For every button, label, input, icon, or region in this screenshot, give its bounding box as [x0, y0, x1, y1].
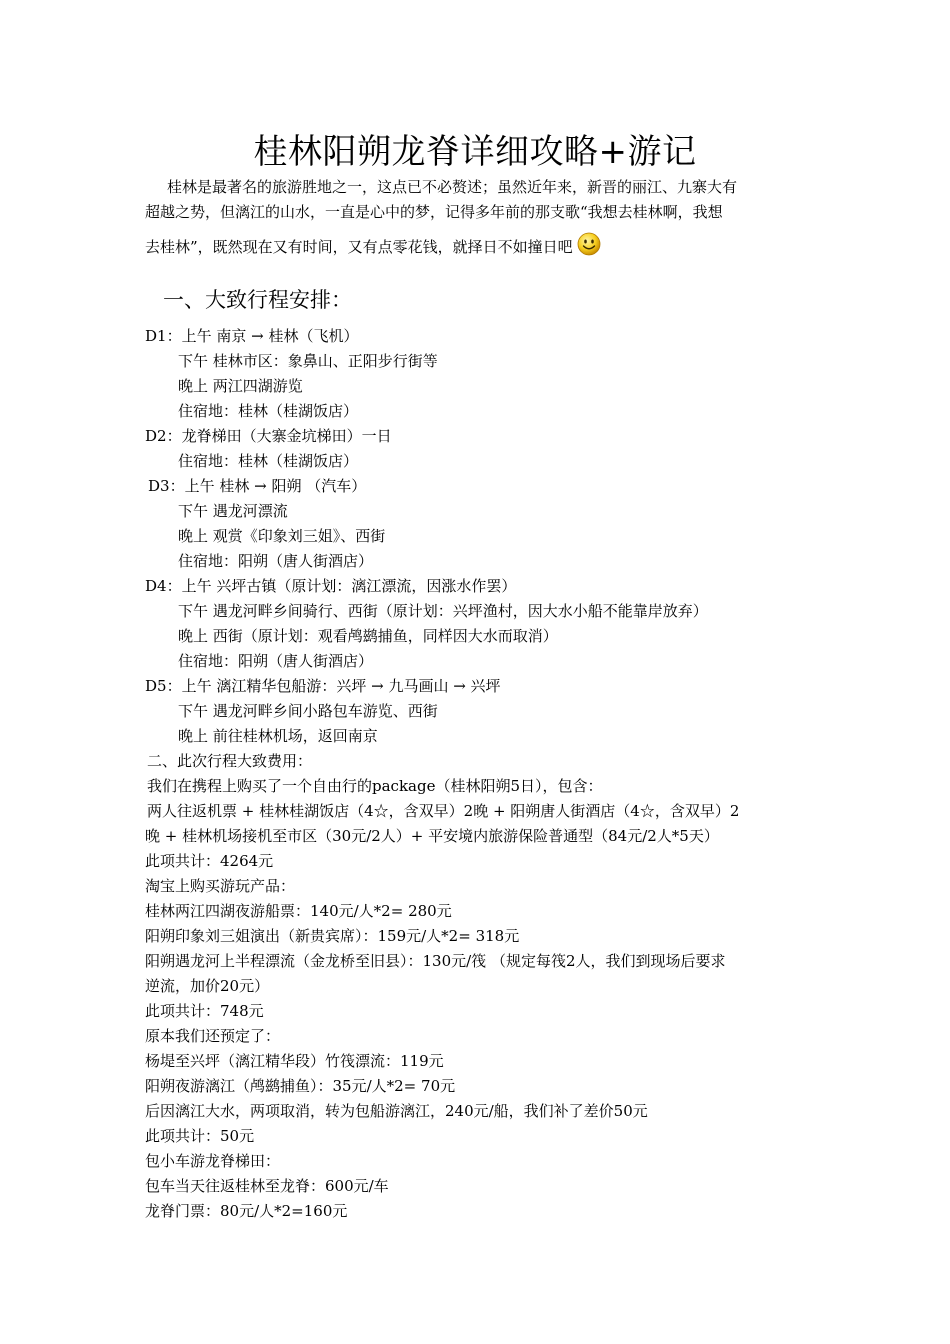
itinerary-line: 住宿地：桂林（桂湖饭店） [178, 452, 359, 470]
cost-line: 两人往返机票 + 桂林桂湖饭店（4☆，含双早）2晚 + 阳朔唐人街酒店（4☆，含双早）2 [147, 802, 740, 820]
cost-subtotal: 此项共计：748元 [145, 1002, 264, 1020]
cost-line: 阳朔印象刘三姐演出（新贵宾席）：159元/人*2= 318元 [145, 927, 520, 945]
itinerary-line: 晚上 观赏《印象刘三姐》、西街 [178, 527, 386, 545]
itinerary-line: 下午 桂林市区：象鼻山、正阳步行街等 [178, 352, 438, 370]
itinerary-day5: D5：上午 漓江精华包船游：兴坪 → 九马画山 → 兴坪 [145, 677, 501, 695]
intro-line: 超越之势，但漓江的山水，一直是心中的梦，记得多年前的那支歌“我想去桂林啊，我想 [145, 203, 723, 221]
intro-line: 桂林是最著名的旅游胜地之一，这点已不必赘述；虽然近年来，新晋的丽江、九寨大有 [167, 178, 738, 196]
page-title: 桂林阳朔龙脊详细攻略+游记 [253, 132, 697, 172]
intro-line-last [145, 232, 810, 261]
section-heading-costs: 二、此次行程大致费用： [147, 752, 313, 770]
cost-line: 杨堤至兴坪（漓江精华段）竹筏漂流：119元 [145, 1052, 444, 1070]
cost-line: 逆流，加价20元） [145, 977, 270, 995]
itinerary-line: 住宿地：阳朔（唐人街酒店） [178, 552, 374, 570]
cost-line: 晚 + 桂林机场接机至市区（30元/2人）+ 平安境内旅游保险普通型（84元/2人*5天） [145, 827, 719, 845]
section-heading-itinerary: 一、大致行程安排： [163, 288, 352, 312]
cost-line: 包小车游龙脊梯田： [145, 1152, 281, 1170]
itinerary-day2: D2：龙脊梯田（大寨金坑梯田）一日 [145, 427, 392, 445]
cost-line: 我们在携程上购买了一个自由行的package（桂林阳朔5日），包含： [147, 777, 603, 795]
cost-line: 原本我们还预定了： [145, 1027, 281, 1045]
itinerary-line: 住宿地：阳朔（唐人街酒店） [178, 652, 374, 670]
intro-paragraph [145, 175, 810, 261]
cost-line: 淘宝上购买游玩产品： [145, 877, 296, 895]
cost-line: 阳朔遇龙河上半程漂流（金龙桥至旧县）：130元/筏 （规定每筏2人，我们到现场后要求 [145, 952, 726, 970]
smiley-face-icon [577, 232, 601, 256]
itinerary-line: 下午 遇龙河漂流 [178, 502, 288, 520]
itinerary-day4: D4：上午 兴坪古镇（原计划：漓江漂流，因涨水作罢） [145, 577, 517, 595]
intro-line-text: 去桂林”，既然现在又有时间，又有点零花钱，就择日不如撞日吧 [145, 238, 573, 256]
cost-line: 后因漓江大水，两项取消，转为包船游漓江，240元/船，我们补了差价50元 [145, 1102, 648, 1120]
cost-line: 阳朔夜游漓江（鸬鹚捕鱼）：35元/人*2= 70元 [145, 1077, 456, 1095]
itinerary-line: 晚上 前往桂林机场，返回南京 [178, 727, 378, 745]
cost-line: 龙脊门票：80元/人*2=160元 [145, 1202, 348, 1220]
itinerary-day1: D1：上午 南京 → 桂林（飞机） [145, 327, 359, 345]
cost-line: 包车当天往返桂林至龙脊：600元/车 [145, 1177, 389, 1195]
cost-line: 桂林两江四湖夜游船票：140元/人*2= 280元 [145, 902, 452, 920]
cost-subtotal: 此项共计：50元 [145, 1127, 255, 1145]
itinerary-day3: D3：上午 桂林 → 阳朔 （汽车） [148, 477, 367, 495]
itinerary-line: 晚上 西街（原计划：观看鸬鹚捕鱼，同样因大水而取消） [178, 627, 558, 645]
itinerary-line: 下午 遇龙河畔乡间骑行、西街（原计划：兴坪渔村，因大水小船不能靠岸放弃） [178, 602, 708, 620]
itinerary-line: 晚上 两江四湖游览 [178, 377, 303, 395]
cost-subtotal: 此项共计：4264元 [145, 852, 274, 870]
itinerary-line: 下午 遇龙河畔乡间小路包车游览、西街 [178, 702, 438, 720]
itinerary-line: 住宿地：桂林（桂湖饭店） [178, 402, 359, 420]
